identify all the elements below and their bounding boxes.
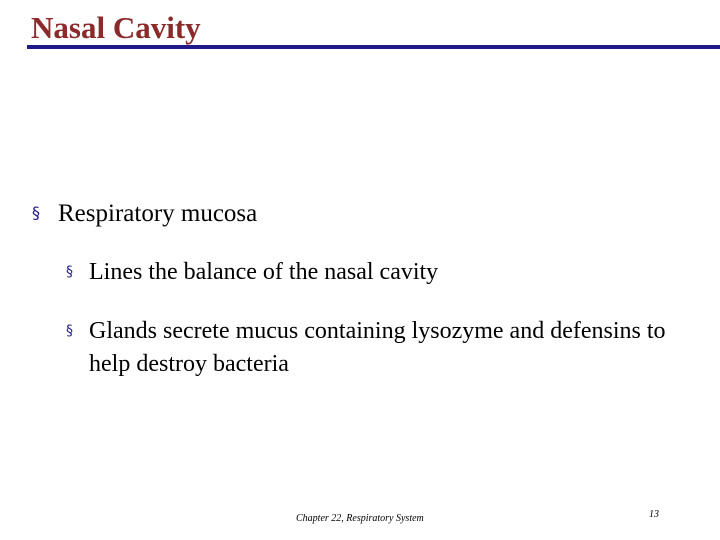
bullet-marker-icon: § xyxy=(32,203,40,222)
bullet-text: Respiratory mucosa xyxy=(58,200,258,227)
slide-title: Nasal Cavity xyxy=(31,10,201,45)
sub-bullet-text: Glands secrete mucus containing lysozyme and defensins to help destroy bacteria xyxy=(89,318,666,377)
sub-bullet-glands-secrete xyxy=(66,315,666,380)
footer-chapter: Chapter 22, Respiratory System xyxy=(296,513,424,524)
page-number: 13 xyxy=(649,509,659,520)
title-underline xyxy=(27,45,720,49)
bullet-respiratory-mucosa xyxy=(32,199,257,229)
sub-bullet-marker-icon: § xyxy=(66,323,73,339)
sub-bullet-lines-balance xyxy=(66,256,438,289)
sub-bullet-marker-icon: § xyxy=(66,264,73,280)
sub-bullet-text: Lines the balance of the nasal cavity xyxy=(89,259,439,285)
